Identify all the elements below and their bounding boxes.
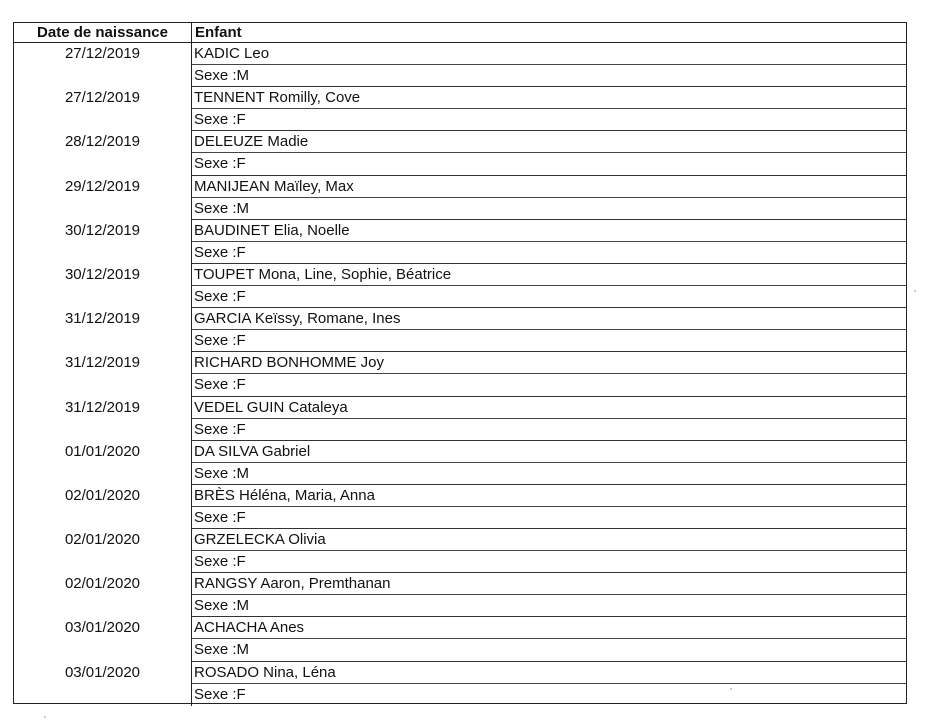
child-name: ACHACHA Anes	[192, 617, 906, 639]
table-body	[14, 43, 906, 706]
child-sex: Sexe :F	[194, 111, 246, 129]
child-sex: Sexe :F	[194, 420, 246, 438]
child-name: ROSADO Nina, Léna	[192, 662, 906, 684]
child-cell	[192, 662, 906, 706]
child-name: RICHARD BONHOMME Joy	[192, 352, 906, 374]
birth-date-cell: 27/12/2019	[14, 87, 192, 131]
child-name: DELEUZE Madie	[192, 131, 906, 153]
child-name: GRZELECKA Olivia	[192, 529, 906, 551]
birth-date-cell: 31/12/2019	[14, 352, 192, 396]
birth-date-cell: 02/01/2020	[14, 573, 192, 617]
scan-speck	[914, 290, 916, 292]
child-sex: Sexe :F	[194, 553, 246, 571]
child-cell	[192, 441, 906, 485]
child-name: BRÈS Héléna, Maria, Anna	[192, 485, 906, 507]
child-name: BAUDINET Elia, Noelle	[192, 220, 906, 242]
table-row	[14, 43, 906, 87]
child-cell	[192, 529, 906, 573]
child-sex: Sexe :F	[194, 332, 246, 350]
birth-date-cell: 28/12/2019	[14, 131, 192, 175]
table-row	[14, 264, 906, 308]
table-row	[14, 352, 906, 396]
child-cell	[192, 87, 906, 131]
table-row	[14, 220, 906, 264]
table-row	[14, 176, 906, 220]
birth-date-cell: 31/12/2019	[14, 308, 192, 352]
birth-date-cell: 29/12/2019	[14, 176, 192, 220]
birth-date-cell: 27/12/2019	[14, 43, 192, 87]
child-name: TOUPET Mona, Line, Sophie, Béatrice	[192, 264, 906, 286]
child-cell	[192, 264, 906, 308]
child-name: VEDEL GUIN Cataleya	[192, 397, 906, 419]
child-sex: Sexe :F	[194, 243, 246, 261]
child-name: KADIC Leo	[192, 43, 906, 65]
child-cell	[192, 573, 906, 617]
child-cell	[192, 397, 906, 441]
birth-date-cell: 03/01/2020	[14, 662, 192, 706]
child-sex: Sexe :M	[194, 464, 250, 482]
table-row	[14, 441, 906, 485]
child-sex: Sexe :M	[194, 67, 250, 84]
birth-date-cell: 01/01/2020	[14, 441, 192, 485]
child-name: TENNENT Romilly, Cove	[192, 87, 906, 109]
child-sex: Sexe :F	[194, 287, 246, 305]
child-sex: Sexe :M	[194, 199, 250, 217]
scan-speck	[44, 716, 46, 718]
table-row	[14, 308, 906, 352]
header-enfant: Enfant	[195, 24, 242, 41]
child-name: RANGSY Aaron, Premthanan	[192, 573, 906, 595]
child-cell	[192, 352, 906, 396]
child-sex: Sexe :F	[194, 376, 246, 394]
table-row	[14, 485, 906, 529]
child-name: DA SILVA Gabriel	[192, 441, 906, 463]
child-sex: Sexe :M	[194, 597, 250, 615]
birth-register-table	[13, 22, 907, 704]
table-row	[14, 573, 906, 617]
table-row	[14, 529, 906, 573]
table-header	[14, 23, 906, 43]
child-cell	[192, 43, 906, 87]
table-row	[14, 131, 906, 175]
birth-date-cell: 02/01/2020	[14, 529, 192, 573]
table-row	[14, 662, 906, 706]
child-sex: Sexe :F	[194, 508, 246, 526]
child-cell	[192, 131, 906, 175]
table-row	[14, 397, 906, 441]
child-cell	[192, 220, 906, 264]
child-cell	[192, 176, 906, 220]
birth-date-cell: 03/01/2020	[14, 617, 192, 661]
child-cell	[192, 617, 906, 661]
child-sex: Sexe :M	[194, 641, 250, 659]
child-name: GARCIA Keïssy, Romane, Ines	[192, 308, 906, 330]
header-date-de-naissance: Date de naissance	[14, 23, 192, 43]
table-row	[14, 617, 906, 661]
table-row	[14, 87, 906, 131]
child-sex: Sexe :F	[194, 685, 246, 703]
child-sex: Sexe :F	[194, 155, 246, 173]
birth-date-cell: 31/12/2019	[14, 397, 192, 441]
birth-date-cell: 02/01/2020	[14, 485, 192, 529]
child-cell	[192, 308, 906, 352]
child-cell	[192, 485, 906, 529]
scan-speck	[730, 688, 732, 690]
child-name: MANIJEAN Maïley, Max	[192, 176, 906, 198]
birth-date-cell: 30/12/2019	[14, 264, 192, 308]
birth-date-cell: 30/12/2019	[14, 220, 192, 264]
